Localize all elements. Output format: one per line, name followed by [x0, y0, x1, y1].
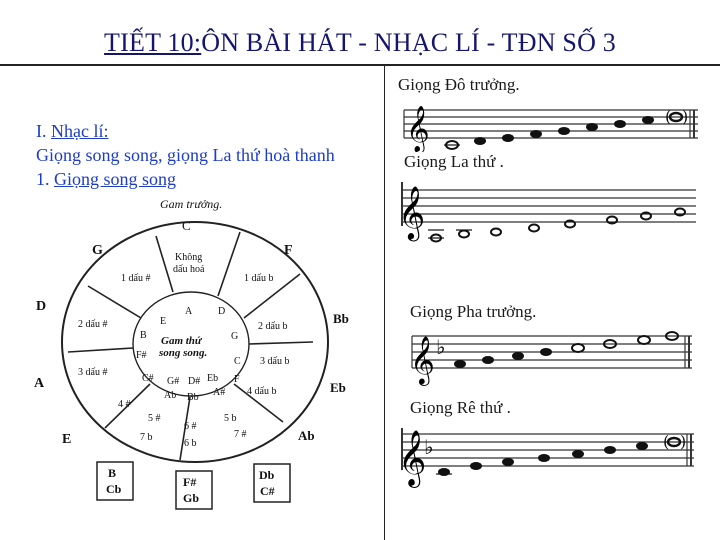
signature-5-sharp: 5 #	[148, 413, 161, 424]
key-label-bb: Bb	[333, 311, 349, 326]
minor-key-as: A#	[213, 387, 226, 398]
staff-a-minor	[398, 176, 698, 246]
scale-caption-a-minor: Giọng La thứ .	[404, 152, 504, 171]
minor-key-f: F	[234, 374, 240, 385]
signature-6-flat: 6 b	[184, 438, 197, 449]
major-circle-title: Gam trưởng.	[160, 197, 223, 211]
treble-clef-icon: 𝄞	[406, 106, 430, 152]
key-label-f: F	[284, 243, 293, 258]
key-label-a: A	[34, 376, 45, 391]
scale-caption-c-major: Giọng Đô trưởng.	[398, 75, 520, 94]
minor-key-bb: Bb	[187, 392, 199, 403]
minor-circle-title-1: Gam thứ	[161, 335, 202, 347]
minor-key-e: E	[160, 316, 167, 327]
key-label-d: D	[36, 299, 47, 314]
theory-heading-text: Nhạc lí:	[51, 121, 109, 141]
minor-key-g: G	[231, 331, 239, 342]
minor-key-d: D	[218, 306, 226, 317]
staff-f-major	[408, 328, 696, 386]
slide-title-lesson: TIẾT 10:	[104, 28, 202, 57]
minor-key-c: C	[234, 356, 241, 367]
enharmonic-box-1-bottom: Cb	[106, 482, 122, 496]
title-divider	[0, 64, 720, 66]
minor-key-eb: Eb	[207, 373, 219, 384]
signature-3-sharp: 3 dấu #	[78, 367, 108, 378]
svg-text:(: (	[663, 432, 670, 451]
signature-4-flat: 4 dấu b	[247, 386, 277, 397]
signature-2-flat: 2 dấu b	[258, 321, 288, 332]
center-no-accidentals-2: dấu hoá	[173, 264, 205, 275]
slide-title-topic: ÔN BÀI HÁT - NHẠC LÍ - TĐN SỐ 3	[201, 28, 616, 57]
key-label-c: C	[182, 218, 191, 233]
treble-clef-icon: 𝄞	[398, 430, 427, 486]
key-label-e: E	[62, 432, 72, 447]
svg-text:(: (	[665, 107, 672, 126]
key-label-ab: Ab	[298, 428, 315, 443]
theory-item-1	[36, 169, 176, 190]
staff-d-minor	[398, 420, 698, 490]
signature-1-flat: 1 dấu b	[244, 273, 274, 284]
minor-key-b: B	[140, 330, 147, 341]
svg-text:): )	[680, 432, 687, 451]
minor-key-cs: C#	[142, 373, 154, 384]
center-no-accidentals-1: Không	[175, 252, 203, 263]
theory-heading	[36, 121, 108, 142]
staff-c-major	[402, 100, 700, 152]
signature-5-flat: 5 b	[224, 413, 237, 424]
enharmonic-box-3-top: Db	[259, 468, 275, 482]
enharmonic-box-1-top: B	[108, 466, 117, 480]
signature-7-flat: 7 b	[140, 432, 153, 443]
flat-sign-icon: ♭	[436, 335, 446, 359]
scale-caption-f-major: Giọng Pha trưởng.	[410, 302, 537, 321]
enharmonic-box-2-bottom: Gb	[183, 491, 200, 505]
slide-title	[0, 28, 720, 58]
minor-circle-title-2: song song.	[159, 347, 208, 359]
minor-key-fs: F#	[136, 350, 147, 361]
circle-of-fifths-svg	[30, 192, 355, 510]
enharmonic-box-db-cs	[254, 464, 290, 502]
treble-clef-icon: 𝄞	[398, 185, 426, 239]
minor-key-gs: G#	[167, 376, 180, 387]
circle-of-fifths-diagram	[30, 192, 355, 510]
signature-3-flat: 3 dấu b	[260, 356, 290, 367]
minor-key-a: A	[185, 306, 193, 317]
signature-6-sharp: 6 #	[184, 421, 197, 432]
enharmonic-box-fs-gb	[176, 471, 212, 509]
scale-caption-d-minor: Giọng Rê thứ .	[410, 398, 511, 417]
enharmonic-box-b-cb	[97, 462, 133, 500]
theory-item-text: Giọng song song	[54, 169, 177, 189]
enharmonic-box-2-top: F#	[183, 475, 197, 489]
flat-sign-icon: ♭	[424, 435, 434, 459]
minor-key-ab: Ab	[164, 390, 177, 401]
theory-heading-number: I.	[36, 121, 47, 141]
theory-item-number: 1.	[36, 169, 50, 189]
signature-2-sharp: 2 dấu #	[78, 319, 108, 330]
signature-1-sharp: 1 dấu #	[121, 273, 151, 284]
theory-subtitle: Giọng song song, giọng La thứ hoà thanh	[36, 145, 335, 165]
key-label-eb: Eb	[330, 380, 346, 395]
column-divider	[384, 66, 385, 540]
svg-text:): )	[682, 107, 689, 126]
treble-clef-icon: 𝄞	[410, 335, 435, 384]
signature-4-sharp: 4 #	[118, 399, 131, 410]
minor-key-ds: D#	[188, 376, 201, 387]
key-label-g: G	[92, 243, 103, 258]
signature-7-sharp: 7 #	[234, 429, 247, 440]
enharmonic-box-3-bottom: C#	[260, 484, 275, 498]
